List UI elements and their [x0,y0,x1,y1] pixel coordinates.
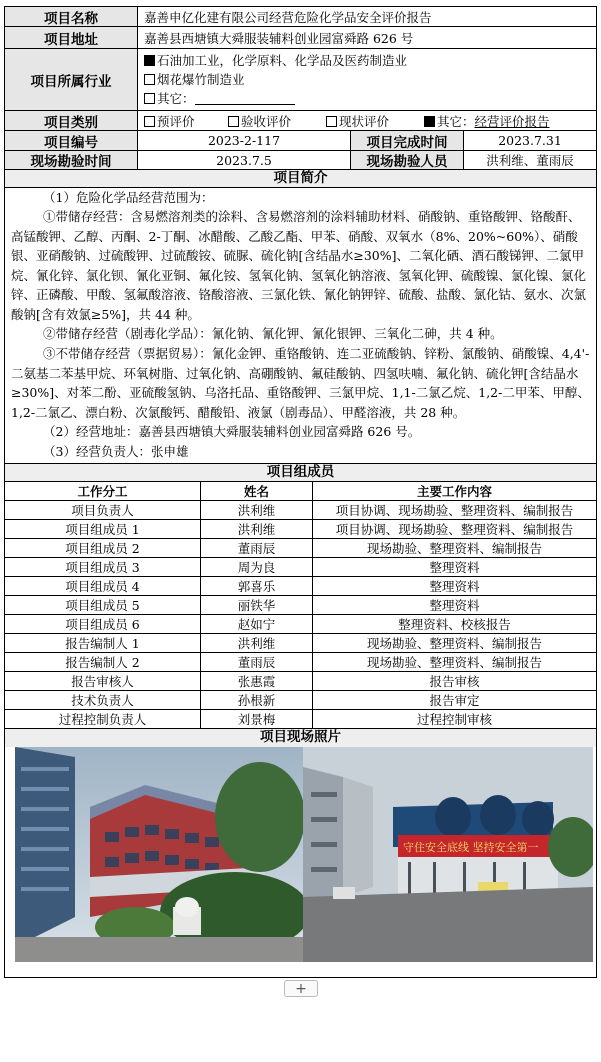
member-work: 项目协调、现场勘验、整理资料、编制报告 [335,522,574,537]
scope-heading: （1）危险化学品经营范围为： [43,190,214,205]
checkbox-checked-icon [424,116,435,127]
survey-time-label: 现场勘验时间 [5,151,138,169]
member-role: 项目组成员 4 [5,577,201,595]
table-row [5,539,596,558]
checkbox-empty-icon [144,116,155,127]
member-name: 董雨辰 [201,539,313,557]
row-project-address [5,27,596,49]
industry-options [138,49,596,110]
member-name: 洪利维 [201,634,313,652]
category-option-status[interactable]: 现状评价 [326,112,424,130]
member-name: 洪利维 [201,501,313,519]
storage-scope-text: ①带储存经营：含易燃溶剂类的涂料、含易燃溶剂的涂料辅助材料、硝酸钠、重铬酸钾、铬酸酐、高锰酸钾、乙醇、丙酮、2-丁酮、冰醋酸、乙酸乙酯、甲苯、硝酸、双氧水（8%、20%~60%）、硝酸银、亚硝酸钠、过硫酸钾、过硫酸铵、硫脲、硫化钠[含结晶水≥30%]、二氧化硒、酒石酸锑钾、二氯甲烷、氰化锌、氯化钡、氰化亚铜、氟化铵、氢氧化钠、氢氧化钠溶液、氢氧化钾、硫酸镍、氯化镍、氯化锌、正磷酸、甲酸、氢氟酸溶液、铬酸溶液、三氯化铁、氰化钠钾锌、硫酸、盐酸、氯化钴、氨水、次氯酸钠[含有效氯≥5%]，共 44 种。 [11,209,587,322]
member-role: 项目组成员 6 [5,615,201,633]
member-name: 赵如宁 [201,615,313,633]
category-option-pre[interactable]: 预评价 [144,112,228,130]
site-photo-warehouse [303,747,593,962]
member-role: 技术负责人 [5,691,201,709]
col-name: 姓名 [201,482,313,500]
safety-banner-text: 守住安全底线 坚持安全第一 [403,841,539,854]
row-project-industry [5,49,596,111]
survey-time-value: 2023.7.5 [138,151,351,169]
project-name-value: 嘉善申亿化建有限公司经营危险化学品安全评价报告 [144,9,432,25]
project-number-value: 2023-2-117 [138,131,351,150]
member-work: 现场勘验、整理资料、编制报告 [366,636,542,651]
controlled-scope-text: ②带储存经营（剧毒化学品）：氰化钠、氰化钾、氰化银钾、三氧化二砷，共 4 种。 [43,326,503,341]
project-number-label: 项目编号 [5,131,138,150]
member-name: 郭喜乐 [201,577,313,595]
row-project-number [5,131,596,151]
member-work: 项目协调、现场勘验、整理资料、编制报告 [335,503,574,518]
business-address-text: （2）经营地址：嘉善县西塘镇大舜服装辅料创业园富舜路 626 号。 [43,424,421,439]
member-name: 丽铁华 [201,596,313,614]
checkbox-empty-icon [144,93,155,104]
table-row [5,615,596,634]
table-row [5,710,596,729]
category-option-acceptance[interactable]: 验收评价 [228,112,326,130]
other-industry-blank [195,92,295,105]
category-options [138,111,596,130]
member-work: 整理资料、校核报告 [398,617,511,632]
evaluation-info-sheet [4,6,597,978]
member-work: 整理资料 [429,579,480,594]
table-row [5,672,596,691]
member-work: 报告审核 [429,674,480,689]
project-address-value: 嘉善县西塘镇大舜服装辅料创业园富舜路 626 号 [144,30,414,46]
member-name: 周为良 [201,558,313,576]
nostorage-scope-text: ③不带储存经营（票据贸易）：氰化金钾、重铬酸钠、连二亚硫酸钠、锌粉、氯酸钠、硝酸镍、4,4'-二氨基二苯基甲烷、环氧树脂、过氧化钠、高硼酸钠、氟硅酸钠、四氢呋喃、氟化钠、硫化钾[含结晶水≥30%]、对苯二酚、亚硫酸氢钠、乌洛托品、重铬酸钾、三氯甲烷、1,1-二氯乙烷、1,2-二甲苯、甲醇、1,2-二氯乙、漂白粉、次氯酸钙、醋酸铅、液氯（剧毒品）、甲醛溶液，共 28 种。 [11,346,590,420]
member-role: 报告审核人 [5,672,201,690]
checkbox-empty-icon [144,74,155,85]
row-project-name [5,7,596,27]
table-row [5,558,596,577]
table-row [5,596,596,615]
checkbox-empty-icon [326,116,337,127]
intro-body [5,188,596,464]
member-work: 报告审定 [429,693,480,708]
completion-time-label: 项目完成时间 [351,131,464,150]
member-work: 现场勘验、整理资料、编制报告 [366,541,542,556]
table-row [5,691,596,710]
table-row [5,520,596,539]
member-role: 项目组成员 3 [5,558,201,576]
col-role: 工作分工 [5,482,201,500]
table-row [5,501,596,520]
col-work: 主要工作内容 [416,484,492,499]
table-row [5,634,596,653]
member-role: 项目组成员 2 [5,539,201,557]
row-survey [5,151,596,170]
member-role: 项目组成员 5 [5,596,201,614]
member-work: 现场勘验、整理资料、编制报告 [366,655,542,670]
member-work: 整理资料 [429,560,480,575]
industry-option-2[interactable]: 烟花爆竹制造业 [144,70,596,89]
site-photo-building [15,747,305,962]
member-name: 洪利维 [201,520,313,538]
industry-option-1[interactable]: 石油加工业，化学原料、化学品及医药制造业 [144,51,596,70]
member-role: 项目负责人 [5,501,201,519]
completion-time-value: 2023.7.31 [498,133,562,148]
member-name: 刘景梅 [201,710,313,728]
row-project-category [5,111,596,131]
checkbox-empty-icon [228,116,239,127]
business-manager-text: （3）经营负责人：张申雄 [43,444,189,459]
intro-section-title: 项目简介 [5,170,596,188]
project-name-label: 项目名称 [5,7,138,26]
table-row [5,653,596,672]
project-address-label: 项目地址 [5,27,138,48]
members-header-row [5,482,596,501]
member-role: 过程控制负责人 [5,710,201,728]
member-name: 孙根新 [201,691,313,709]
member-role: 项目组成员 1 [5,520,201,538]
table-row [5,577,596,596]
member-role: 报告编制人 2 [5,653,201,671]
photos-section-title: 项目现场照片 [5,729,596,747]
member-role: 报告编制人 1 [5,634,201,652]
add-page-button[interactable]: + [284,980,318,997]
checkbox-checked-icon [144,55,155,66]
survey-people-value: 洪利维、董雨辰 [486,153,574,168]
industry-option-3[interactable]: 其它： [144,89,596,108]
category-option-other[interactable]: 其它：经营评价报告 [424,112,550,130]
member-work: 过程控制审核 [416,712,492,727]
project-industry-label: 项目所属行业 [5,49,138,110]
member-work: 整理资料 [429,598,480,613]
member-name: 董雨辰 [201,653,313,671]
survey-people-label: 现场勘验人员 [351,151,464,169]
project-category-label: 项目类别 [5,111,138,130]
members-section-title: 项目组成员 [5,464,596,482]
member-name: 张惠霞 [201,672,313,690]
